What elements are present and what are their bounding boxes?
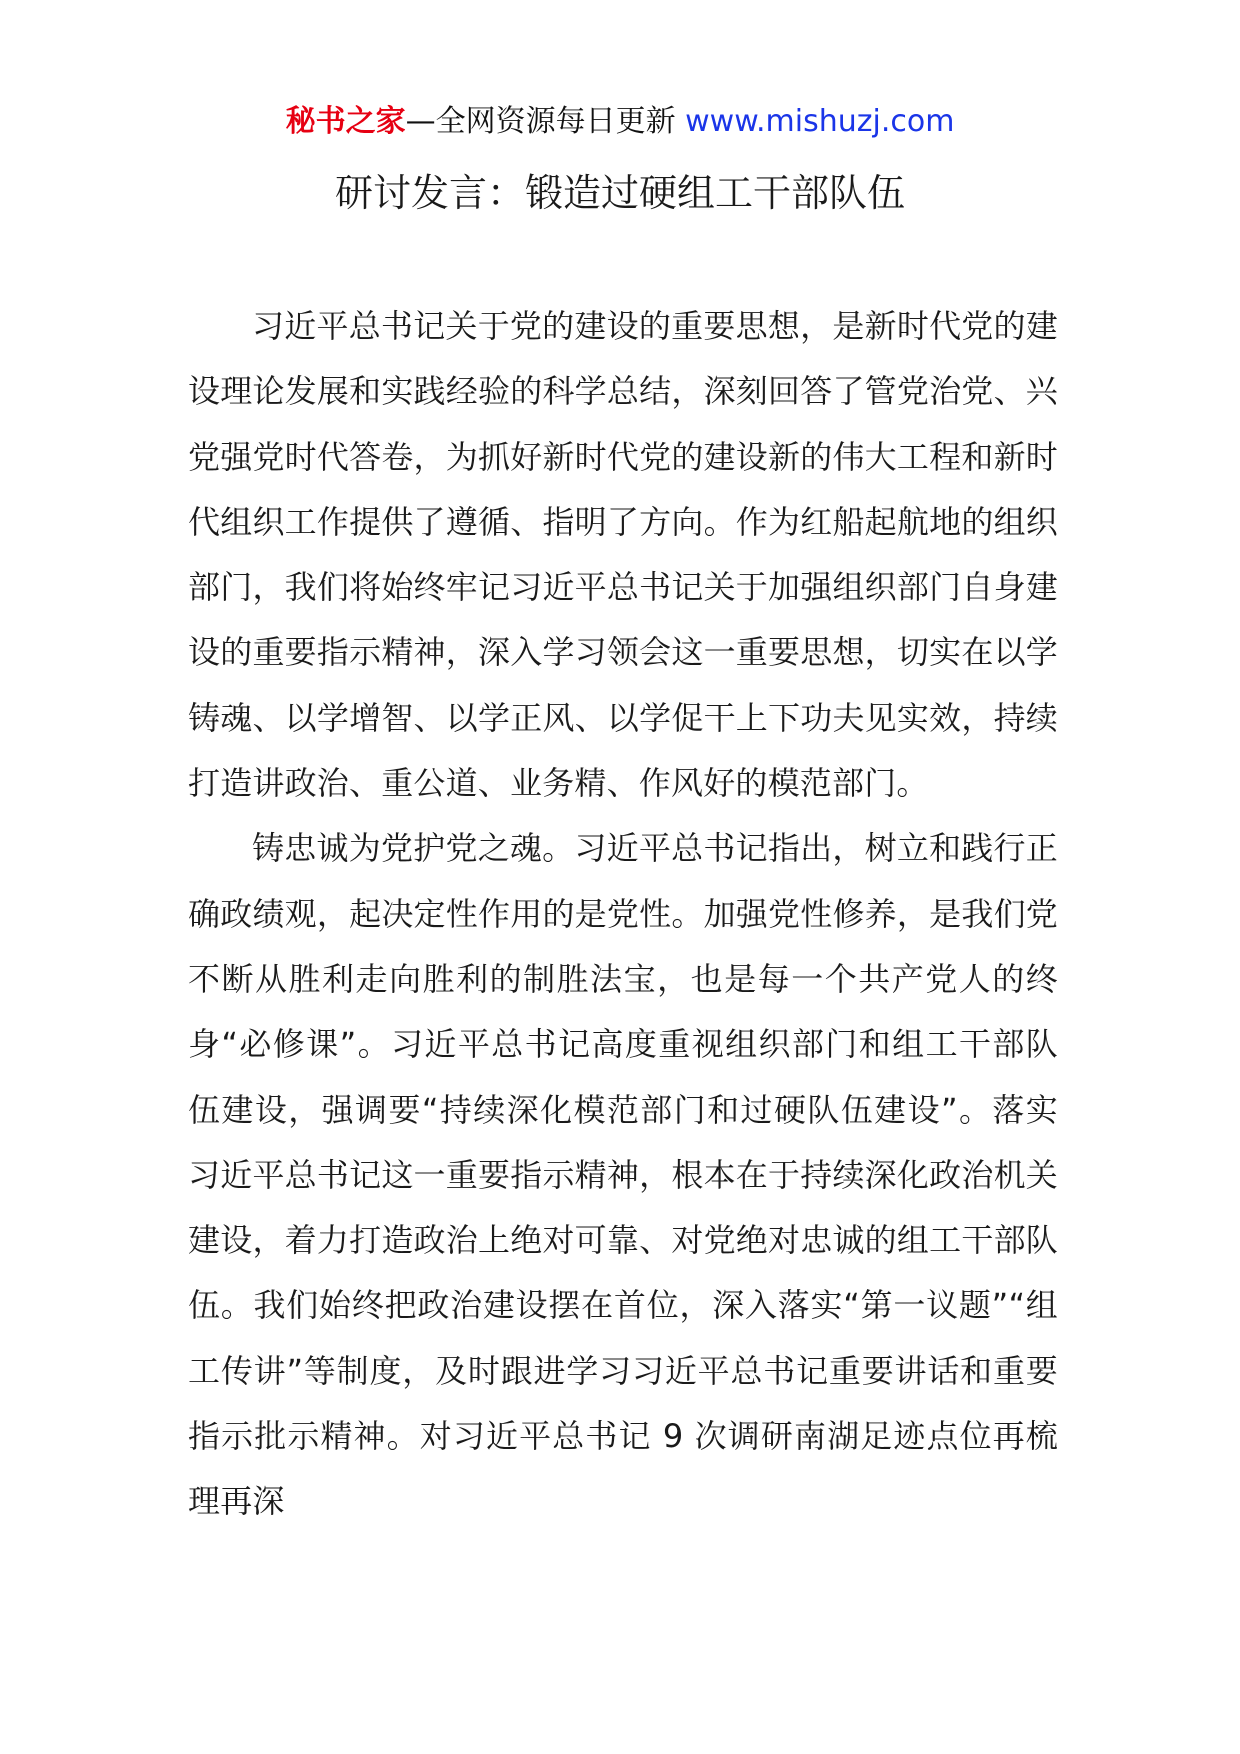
paragraph: 习近平总书记关于党的建设的重要思想，是新时代党的建设理论发展和实践经验的科学总结，深刻回答了管党治党、兴党强党时代答卷，为抓好新时代党的建设新的伟大工程和新时代组织工作提供了遵循、指明了方向。作为红船起航地的组织部门，我们将始终牢记习近平总书记关于加强组织部门自身建设的重要指示精神，深入学习领会这一重要思想，切实在以学铸魂、以学增智、以学正风、以学促干上下功夫见实效，持续打造讲政治、重公道、业务精、作风好的模范部门。 <box>188 307 1058 803</box>
site-header <box>0 102 1240 142</box>
document-body <box>188 294 1058 1535</box>
paragraph: 铸忠诚为党护党之魂。习近平总书记指出，树立和践行正确政绩观，起决定性作用的是党性。加强党性修养，是我们党不断从胜利走向胜利的制胜法宝，也是每一个共产党人的终身“必修课”。习近平总书记高度重视组织部门和组工干部队伍建设，强调要“持续深化模范部门和过硬队伍建设”。落实习近平总书记这一重要指示精神，根本在于持续深化政治机关建设，着力打造政治上绝对可靠、对党绝对忠诚的组工干部队伍。我们始终把政治建设摆在首位，深入落实“第一议题”“组工传讲”等制度，及时跟进学习习近平总书记重要讲话和重要指示批示精神。对习近平总书记 9 次调研南湖足迹点位再梳理再深 <box>188 829 1058 1521</box>
site-url-link[interactable]: www.mishuzj.com <box>685 104 955 139</box>
header-tagline: —全网资源每日更新 <box>405 104 676 139</box>
brand-name: 秘书之家 <box>285 104 406 139</box>
document-title: 研讨发言：锻造过硬组工干部队伍 <box>334 171 905 215</box>
